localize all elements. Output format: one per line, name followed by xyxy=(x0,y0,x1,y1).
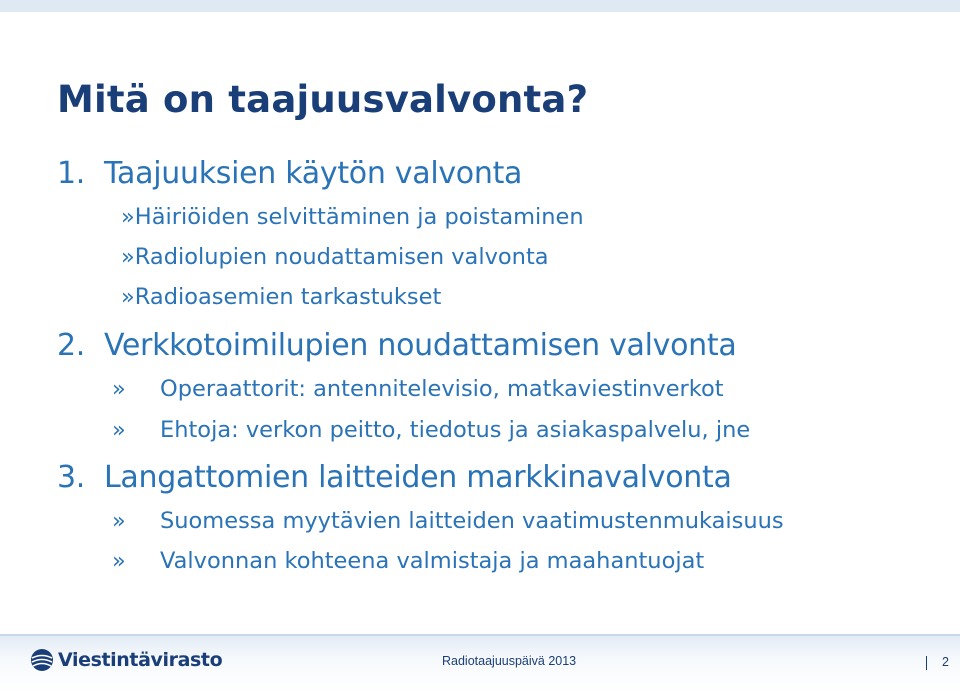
list-item-text: Operaattorit: antennitelevisio, matkaviestinverkot xyxy=(160,376,724,402)
list-item xyxy=(112,548,704,574)
list-item-text: Radiolupien noudattamisen valvonta xyxy=(134,244,549,270)
section-heading-text: Langattomien laitteiden markkinavalvonta xyxy=(104,460,732,495)
bullet: » xyxy=(121,244,135,270)
section-2-heading xyxy=(57,328,736,363)
list-item-text: Häiriöiden selvittäminen ja poistaminen xyxy=(134,204,584,230)
bullet: » xyxy=(112,417,126,443)
viestintavirasto-logo xyxy=(30,648,222,672)
list-item xyxy=(112,508,784,534)
bullet: » xyxy=(112,548,126,574)
list-item xyxy=(121,284,441,310)
list-item-text: Radioasemien tarkastukset xyxy=(134,284,442,310)
logo-text: Viestintävirasto xyxy=(58,649,223,671)
list-item-text: Ehtoja: verkon peitto, tiedotus ja asiakaspalvelu, jne xyxy=(160,417,751,443)
bullet: » xyxy=(112,376,126,402)
bullet: » xyxy=(121,204,135,230)
section-number: 1. xyxy=(57,156,86,191)
section-number: 3. xyxy=(57,460,86,495)
list-item-text: Suomessa myytävien laitteiden vaatimustenmukaisuus xyxy=(160,508,784,534)
section-1-heading xyxy=(57,156,522,191)
list-item xyxy=(112,376,724,402)
slide-title: Mitä on taajuusvalvonta? xyxy=(57,78,589,121)
section-3-heading xyxy=(57,460,732,495)
bullet: » xyxy=(112,508,126,534)
section-heading-text: Verkkotoimilupien noudattamisen valvonta xyxy=(104,328,737,363)
event-name: Radiotaajuuspäivä 2013 xyxy=(442,654,577,668)
list-item-text: Valvonnan kohteena valmistaja ja maahantuojat xyxy=(160,548,705,574)
globe-icon xyxy=(30,648,54,672)
section-heading-text: Taajuuksien käytön valvonta xyxy=(104,156,523,191)
footer-separator xyxy=(926,656,927,670)
list-item xyxy=(112,417,750,443)
list-item xyxy=(121,204,584,230)
bullet: » xyxy=(121,284,135,310)
list-item xyxy=(121,244,549,270)
page-number: 2 xyxy=(942,655,949,669)
section-number: 2. xyxy=(57,328,86,363)
top-bar xyxy=(0,0,960,12)
